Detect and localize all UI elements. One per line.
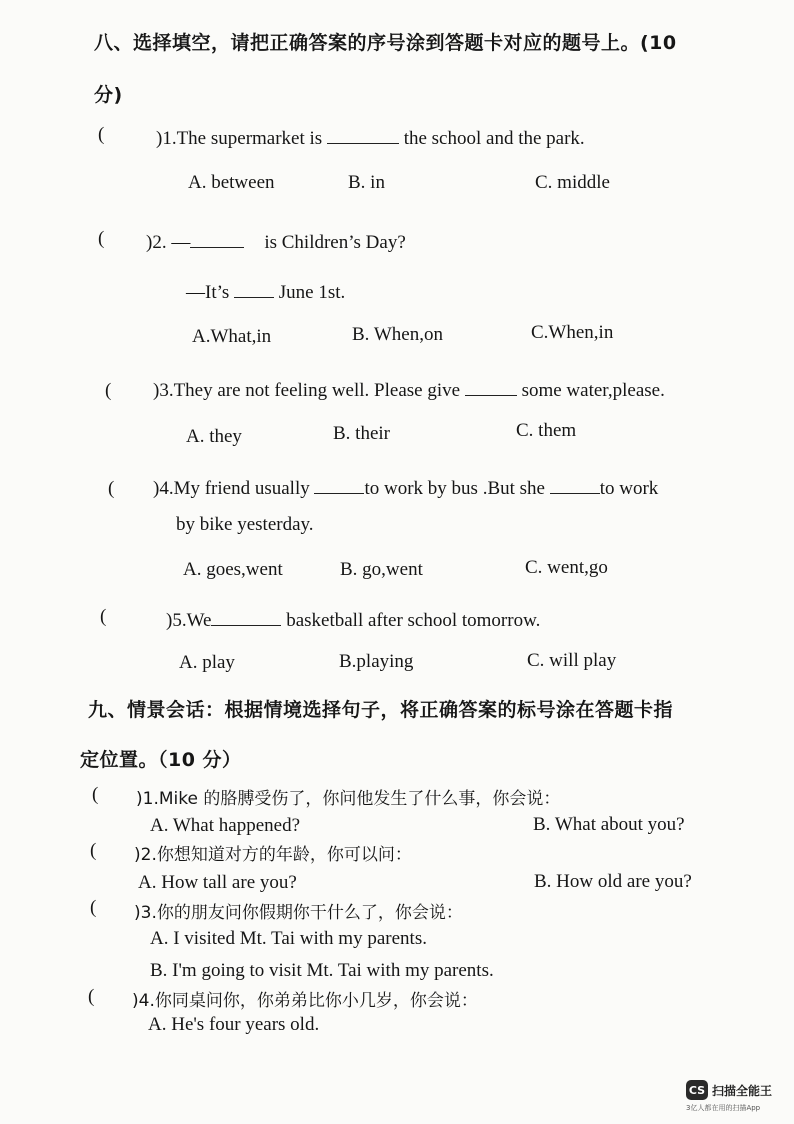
q9-4-stem xyxy=(132,986,478,1011)
q9-1-paren-close: ) xyxy=(136,789,143,809)
watermark-brand: 扫描全能王 xyxy=(712,1083,773,1098)
q9-3-paren: ( xyxy=(90,897,97,918)
q8-5-option-b: B.playing xyxy=(339,651,414,672)
q9-1-paren: ( xyxy=(92,784,99,805)
q8-5-paren-close: ) xyxy=(166,610,173,631)
q9-4-paren: ( xyxy=(88,986,95,1007)
q9-1-stem xyxy=(136,784,560,809)
q9-4-paren-close: ) xyxy=(132,991,139,1011)
q8-3-pre: 3.They are not feeling well. Please give xyxy=(159,380,465,401)
q8-5-option-a: A. play xyxy=(179,652,235,673)
q8-4-option-b: B. go,went xyxy=(340,559,423,580)
q9-1-option-a: A. What happened? xyxy=(150,815,301,836)
q8-3-paren: ( xyxy=(105,380,112,401)
q9-2-option-b: B. How old are you? xyxy=(534,871,692,892)
q8-4-paren: ( xyxy=(108,478,115,499)
q8-4-paren-close: ) xyxy=(153,478,160,499)
q8-1-post: the school and the park. xyxy=(398,128,585,149)
q8-2-option-c: C.When,in xyxy=(531,322,614,343)
q8-2-blank xyxy=(190,228,244,248)
q8-3-option-b: B. their xyxy=(333,423,390,444)
q8-2-paren-close: ) xyxy=(146,232,153,253)
q8-3-option-a: A. they xyxy=(186,426,242,447)
q9-2-paren: ( xyxy=(90,840,97,861)
q8-4-blank-2 xyxy=(550,474,600,494)
q8-4-line2: by bike yesterday. xyxy=(176,514,314,535)
q8-1-stem xyxy=(156,124,585,150)
section8-title-line2: 分) xyxy=(94,84,123,106)
q8-2-line2-post: June 1st. xyxy=(274,282,346,303)
q8-3-paren-close: ) xyxy=(153,380,160,401)
q8-2-pre: 2. — xyxy=(152,232,191,253)
q8-1-option-c: C. middle xyxy=(535,172,610,193)
q8-1-paren-close: ) xyxy=(156,128,163,149)
q9-4-text: 4.你同桌问你，你弟弟比你小几岁，你会说： xyxy=(138,991,478,1011)
q8-5-pre: 5.We xyxy=(172,610,212,631)
q8-2-line2-blank xyxy=(234,278,274,298)
q9-2-paren-close: ) xyxy=(134,845,141,865)
q8-5-stem xyxy=(166,606,540,632)
q9-3-text: 3.你的朋友问你假期你干什么了，你会说： xyxy=(140,903,463,923)
q9-2-option-a: A. How tall are you? xyxy=(138,872,297,893)
q8-3-option-c: C. them xyxy=(516,420,577,441)
q8-4-post: to work xyxy=(599,478,659,499)
q9-2-stem xyxy=(134,840,412,865)
q9-1-option-b: B. What about you? xyxy=(533,814,685,835)
q9-3-paren-close: ) xyxy=(134,903,141,923)
q8-5-blank xyxy=(211,606,281,626)
watermark-tagline: 3亿人都在用的扫描App xyxy=(686,1104,761,1112)
camscanner-logo-icon xyxy=(686,1080,708,1100)
section9-title-line1: 九、情景会话：根据情境选择句子，将正确答案的标号涂在答题卡指 xyxy=(88,699,674,721)
scanner-watermark xyxy=(686,1080,772,1100)
q8-2-option-b: B. When,on xyxy=(352,324,443,345)
q8-3-blank xyxy=(465,376,517,396)
q8-5-option-c: C. will play xyxy=(527,650,617,671)
q8-5-post: basketball after school tomorrow. xyxy=(281,610,541,631)
q8-3-post: some water,please. xyxy=(516,380,665,401)
q9-4-option-a: A. He's four years old. xyxy=(148,1014,320,1035)
q9-3-option-a: A. I visited Mt. Tai with my parents. xyxy=(150,928,427,949)
q8-4-option-c: C. went,go xyxy=(525,557,608,578)
q8-4-mid: to work by bus .But she xyxy=(364,478,550,499)
q8-2-line2-pre: —It’s xyxy=(186,282,235,303)
q9-3-option-b: B. I'm going to visit Mt. Tai with my parents. xyxy=(150,960,494,981)
q8-2-option-a: A.What,in xyxy=(192,326,272,347)
q8-4-blank-1 xyxy=(314,474,364,494)
logo-letters: CS xyxy=(688,1083,706,1097)
q8-3-stem xyxy=(153,376,665,402)
section9-title-line2: 定位置。（10 分） xyxy=(80,749,242,771)
q8-1-option-b: B. in xyxy=(348,172,385,193)
q8-2-paren: ( xyxy=(98,228,105,249)
q8-2-stem xyxy=(146,228,406,254)
q8-4-stem xyxy=(153,474,658,500)
q8-1-pre: 1.The supermarket is xyxy=(162,128,327,149)
q8-1-option-a: A. between xyxy=(188,172,275,193)
q8-1-blank xyxy=(327,124,399,144)
q8-4-option-a: A. goes,went xyxy=(183,559,283,580)
q9-1-text: 1.Mike 的胳膊受伤了，你问他发生了什么事，你会说： xyxy=(142,789,561,809)
q8-2-post: is Children’s Day? xyxy=(264,232,406,253)
section8-title-line1: 八、选择填空，请把正确答案的序号涂到答题卡对应的题号上。(10 xyxy=(94,32,677,54)
q8-4-pre: 4.My friend usually xyxy=(159,478,315,499)
q8-2-line2 xyxy=(186,278,345,304)
q9-3-stem xyxy=(134,898,463,923)
q8-1-paren: ( xyxy=(98,124,105,145)
q9-2-text: 2.你想知道对方的年龄，你可以问： xyxy=(140,845,412,865)
q8-5-paren: ( xyxy=(100,606,107,627)
